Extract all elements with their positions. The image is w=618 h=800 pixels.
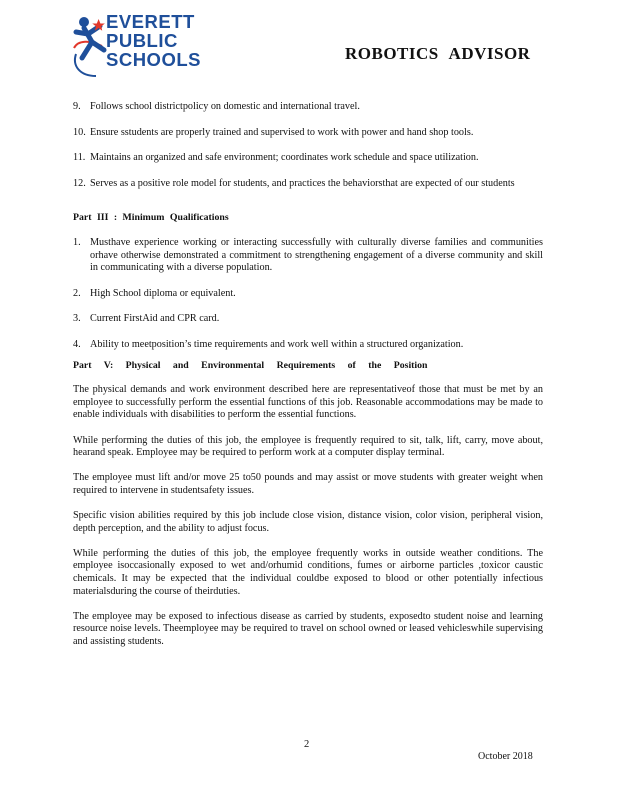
logo-text: EVERETT PUBLIC SCHOOLS xyxy=(106,11,201,70)
list-item: 11. Maintains an organized and safe environment; coordinates work schedule and space utilization. xyxy=(73,152,479,164)
list-item: 1. Musthave experience working or interacting successfully with culturally diverse families and communities orhave otherwise demonstrated a commitment to strengthening engagement of a diverse community and skill in communicating with a diverse population. xyxy=(73,236,543,274)
footer-date: October 2018 xyxy=(478,751,533,762)
page-number: 2 xyxy=(304,739,310,750)
part5-heading: Part V: Physical and Environmental Requirements of the Position xyxy=(73,359,428,371)
duties-list-continued xyxy=(73,101,543,190)
list-item: 3. Current FirstAid and CPR card. xyxy=(73,313,220,325)
list-item: 10. Ensure sstudents are properly trained and supervised to work with power and hand shop tools. xyxy=(73,126,474,138)
logo-figure-icon xyxy=(70,12,110,80)
document-title: ROBOTICS ADVISOR xyxy=(345,44,531,63)
paragraph: The physical demands and work environment described here are representativeof those that must be met by an employee to successfully perform the essential functions of this job. Reasonable accommodations may be made to enable individuals with disabilities to perform the essential functions. xyxy=(73,384,543,421)
paragraph: While performing the duties of this job, the employee is frequently required to sit, talk, lift, carry, move about, hearand speak. Employee may be required to perform work at a computer display terminal. xyxy=(73,434,543,459)
paragraph: The employee must lift and/or move 25 to50 pounds and may assist or move students with greater weight when required to intervene in studentsafety issues. xyxy=(73,472,543,496)
list-item: 2. High School diploma or equivalent. xyxy=(73,287,236,299)
list-item: 4. Ability to meetposition’s time requirements and work well within a structured organization. xyxy=(73,338,464,350)
document-body xyxy=(73,101,543,661)
qualifications-list xyxy=(73,237,543,352)
list-item: 12. Serves as a positive role model for students, and practices the behaviorsthat are expected of our students xyxy=(73,177,515,189)
list-item: 9. Follows school districtpolicy on domestic and international travel. xyxy=(73,101,360,112)
everett-public-schools-logo xyxy=(70,12,240,80)
paragraph: The employee may be exposed to infectious disease as carried by students, exposedto student noise and learning resource noise levels. Theemployee may be required to travel on school owned or leased vehicleswhile supervising and assisting students. xyxy=(73,610,543,647)
paragraph: While performing the duties of this job, the employee frequently works in outside weather conditions. The employee isoccasionally exposed to wet and/orhumid conditions, fumes or airborne particles ,toxicor caustic chemicals. It may be expected that the individual couldbe exposed to blood or other potentially infectious materialsduring the course of theirduties. xyxy=(73,547,543,597)
paragraph: Specific vision abilities required by this job include close vision, distance vision, color vision, peripheral vision, depth perception, and the ability to adjust focus. xyxy=(73,510,543,534)
part3-heading: Part III : Minimum Qualifications xyxy=(73,212,229,224)
